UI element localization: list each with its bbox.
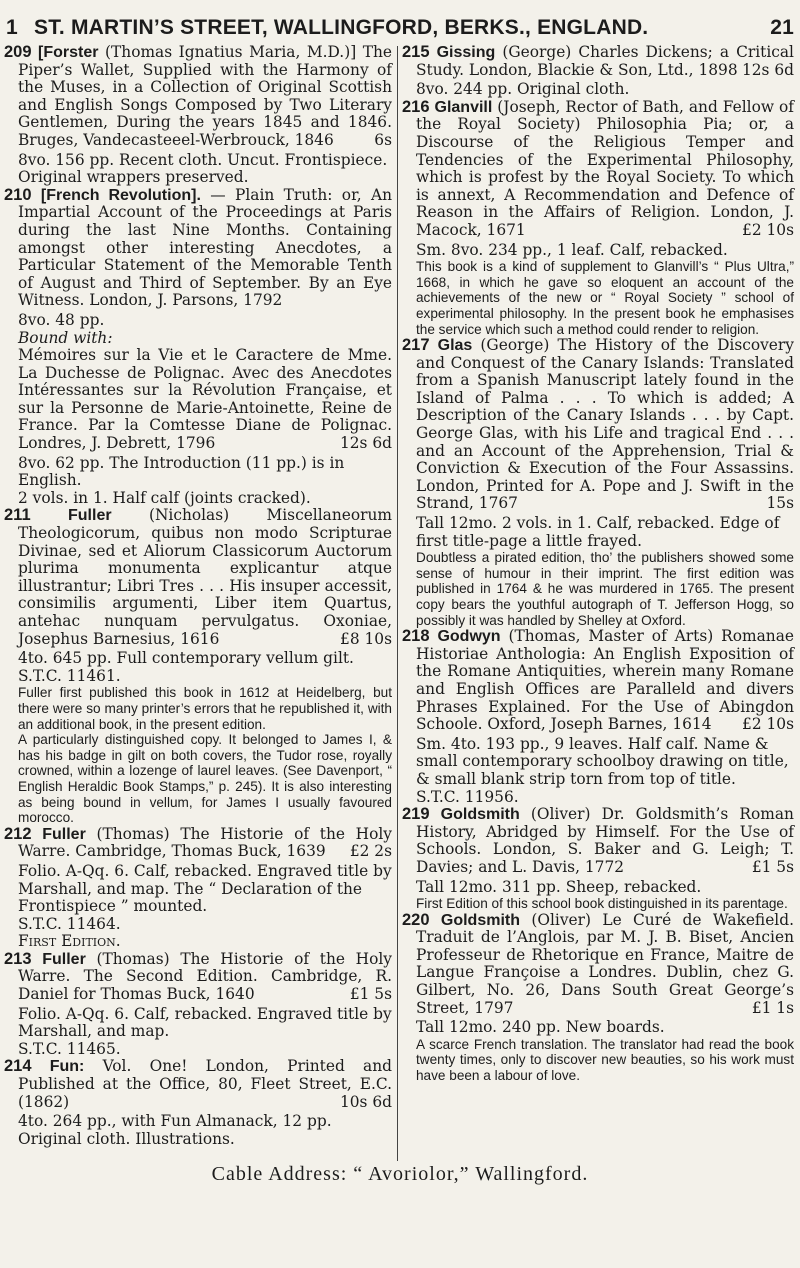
entry-author: Goldsmith — [440, 806, 520, 824]
entry-text: (Thomas, Master of Arts) Romanae Historiae Anthologia: An English Exposition of the Romane Antiquities, wherein many Romane and English Offices are Paralleld and divers Phrases Explained. For the Use of Abingdon Schoole. Oxford, Joseph Barnes, 1614 — [416, 627, 794, 734]
entry-detail: 4to. 264 pp., with Fun Almanack, 12 pp. Original cloth. Illustrations. — [18, 1112, 332, 1148]
entry-author: Fuller — [68, 507, 112, 525]
entry-number: 212 — [4, 824, 32, 843]
page-number-left: 1 — [6, 16, 18, 39]
entry-price: 12s 6d — [741, 60, 794, 79]
catalogue-entry — [402, 628, 794, 806]
catalogue-entry — [4, 826, 392, 951]
entry-price: £8 10s — [340, 629, 392, 648]
entry-author: Godwyn — [437, 628, 501, 646]
entry-author: Goldsmith — [440, 911, 520, 929]
entry-note: Doubtless a pirated edition, tho’ the publishers showed some sense of humour in their imprint. The first edition was published in 1764 & he was murdered in 1765. The present copy bears the youthful autograph of T. Jefferson Hogg, so possibly it was handled by Shelley at Oxford. — [416, 550, 794, 628]
entry-detail: Tall 12mo. 311 pp. Sheep, rebacked. — [416, 877, 702, 896]
entry-stc: S.T.C. 11956. — [416, 787, 519, 806]
cable-address-footer: Cable Address: “ Avoriolor,” Wallingford. — [211, 1163, 589, 1185]
entry-text: (Thomas) The Historie of the Holy Warre. The Second Edition. Cambridge, R. Daniel for Thomas Buck, 1640 — [18, 949, 392, 1004]
entry-price: 12s 6d — [339, 434, 392, 453]
entry-bound-with: Bound with: — [18, 328, 113, 347]
entry-number: 209 — [4, 43, 32, 61]
page-number-right: 21 — [770, 16, 794, 39]
entry-detail: 8vo. 244 pp. Original cloth. — [416, 80, 630, 99]
page-header — [0, 16, 800, 42]
entry-number: 210 — [4, 185, 32, 204]
entry-text: (Joseph, Rector of Bath, and Fellow of the Royal Society) Philosophia Pia; or, a Discourse of the Religious Temper and Tendencies of the Experimental Philosophy, which is profest by the Royal Society. To which is annext, A Recommendation and Defence of Reason in the Affairs of Religion. London, J. Macock, 1671 — [416, 97, 794, 239]
catalogue-entry — [402, 99, 794, 337]
entry-author: Glas — [437, 337, 473, 355]
entry-detail: 4to. 645 pp. Full contemporary vellum gilt. — [18, 649, 354, 668]
entry-text: Vol. One! London, Printed and Published at the Office, 80, Fleet Street, E.C. (1862) — [18, 1057, 392, 1111]
entry-text: (George) The History of the Discovery and Conquest of the Canary Islands: Translated from a Spanish Manuscript lately found in the Island of Palma . . . To which is added; A Description of the Canary Islands . . . by Capt. George Glas, with his Life and tragical End . . . and an Account of the Apprehension, Trial & Conviction & Execution of the Four Assassins. London, Printed for A. Pope and J. Swift in the Strand, 1767 — [416, 336, 794, 513]
entry-author: Fuller — [42, 825, 86, 843]
catalogue-entry — [4, 951, 392, 1059]
entry-price: 10s 6d — [339, 1092, 392, 1111]
entry-number: 216 — [402, 97, 430, 116]
entry-text: (Thomas) The Historie of the Holy Warre. Cambridge, Thomas Buck, 1639 — [18, 824, 392, 861]
entry-note: A scarce French translation. The translator had read the book twenty times, only to discover new beauties, so his work must have been a labour of love. — [416, 1036, 794, 1084]
entry-price: £2 2s — [349, 842, 392, 861]
entry-price: 15s — [766, 494, 794, 513]
entry-text: (Nicholas) Miscellaneorum Theologicorum, quibus non modo Scripturae Divinae, sed et Aliorum Classicorum Auctorum plurima monumenta explicantur atque illustrantur; Libri Tres . . . His insuper accessit, consimilis argumenti, Liber item Quartus, antehac nunquam pervulgatus. Oxoniae, Josephus Barnesius, 1616 — [18, 506, 392, 648]
entry-number: 218 — [402, 627, 430, 646]
catalogue-entry — [4, 507, 392, 825]
entry-detail: 2 vols. in 1. Half calf (joints cracked). — [18, 488, 311, 507]
entry-first-edition: First Edition. — [18, 932, 121, 951]
catalogue-entry — [402, 337, 794, 628]
entry-detail: Tall 12mo. 240 pp. New boards. — [416, 1018, 665, 1037]
entry-detail: Sm. 8vo. 234 pp., 1 leaf. Calf, rebacked. — [416, 240, 728, 259]
catalogue-entry — [4, 187, 392, 508]
entry-stc: S.T.C. 11461. — [18, 666, 121, 685]
entry-author: Glanvill — [434, 98, 493, 116]
entry-detail: Tall 12mo. 2 vols. in 1. Calf, rebacked. Edge of first title-page a little frayed. — [416, 514, 780, 550]
entry-author: Gissing — [436, 44, 496, 61]
entry-number: 213 — [4, 949, 32, 968]
entry-author: Fuller — [42, 950, 86, 968]
entry-text: (Thomas Ignatius Maria, M.D.)] The Piper’s Wallet, Supplied with the Harmony of the Muses, in a Collection of Original Scottish and English Songs Composed by Two Literary Gentlemen, During the years 1845 and 1846. Bruges, Vandecasteeel-Werbrouck, 1846 — [18, 43, 392, 149]
entry-text: (George) Charles Dickens; a Critical Study. London, Blackie & Son, Ltd., 1898 — [416, 43, 794, 79]
entry-price: £1 1s — [751, 998, 794, 1017]
entry-stc: S.T.C. 11464. — [18, 914, 121, 933]
entry-detail: 8vo. 48 pp. — [18, 310, 105, 329]
entry-price: £1 5s — [751, 857, 794, 876]
entry-number: 217 — [402, 336, 430, 355]
entry-author: [French Revolution]. — [40, 186, 201, 204]
catalogue-entry — [4, 44, 392, 187]
entry-price: £2 10s — [742, 220, 794, 239]
entry-detail: Folio. A-Qq. 6. Calf, rebacked. Engraved title by Marshall, and map. — [18, 1004, 392, 1041]
entry-text: Mémoires sur la Vie et le Caractere de Mme. La Duchesse de Polignac. Avec des Anecdotes Intéressantes sur la Révolution Française, et sur la Personne de Marie-Antoinette, Reine de France. Par la Comtesse Diane de Polignac. Londres, J. Debrett, 1796 — [18, 346, 392, 453]
entry-detail: 8vo. 62 pp. The Introduction (11 pp.) is in English. — [18, 453, 345, 490]
entry-note: This book is a kind of supplement to Glanvill’s “ Plus Ultra,” 1668, in which he gave so eloquent an account of the achievements of the new or “ Royal Society ” school of experimental philosophy. In the present book he emphasises the service which such a method could render to religion. — [416, 259, 794, 337]
column-divider — [397, 46, 398, 1161]
entry-text: — Plain Truth: or, An Impartial Account of the Proceedings at Paris during the last Nine Months. Containing amongst other interesting Anecdotes, a Particular Statement of the Memorable Tenth of August and Third of September. By an Eye Witness. London, J. Parsons, 1792 — [18, 185, 392, 310]
entry-note: A particularly distinguished copy. It belonged to James I, & has his badge in gilt on both covers, the Tudor rose, royally crowned, within a lozenge of laurel leaves. (See Davenport, “ English Heraldic Book Stamps,” p. 245). It is also interesting as being bound in vellum, for James I usually favoured morocco. — [18, 732, 392, 826]
entry-number: 219 — [402, 805, 430, 824]
entry-price: £2 10s — [742, 715, 794, 734]
catalogue-entry — [4, 1058, 392, 1148]
entry-text: (Oliver) Dr. Goldsmith’s Roman History, Abridged by Himself. For the Use of Schools. London, S. Baker and G. Leigh; T. Davies; and L. Davis, 1772 — [416, 805, 794, 876]
entry-number: 214 — [4, 1057, 32, 1076]
catalogue-entry — [402, 806, 794, 912]
right-column — [402, 44, 794, 1084]
entry-detail: 8vo. 156 pp. Recent cloth. Uncut. Frontispiece. Original wrappers preserved. — [18, 150, 388, 187]
entry-number: 220 — [402, 910, 430, 929]
entry-number: 215 — [402, 43, 430, 61]
entry-detail: Folio. A-Qq. 6. Calf, rebacked. Engraved title by Marshall, and map. The “ Declaration of the Frontispiece ” mounted. — [18, 861, 392, 916]
entry-author: [Forster — [38, 44, 99, 61]
entry-author: Fun: — [49, 1058, 85, 1076]
header-title: ST. MARTIN’S STREET, WALLINGFORD, BERKS., ENGLAND. — [34, 16, 649, 39]
catalogue-entry — [402, 912, 794, 1084]
entry-note: Fuller first published this book in 1612 at Heidelberg, but there were so many printer’s errors that he republished it, with an additional book, in the present edition. — [18, 685, 392, 732]
entry-price: £1 5s — [349, 985, 392, 1004]
entry-stc: S.T.C. 11465. — [18, 1039, 121, 1058]
entry-note: First Edition of this school book distinguished in its parentage. — [416, 896, 788, 912]
catalogue-entry — [402, 44, 794, 99]
entry-number: 211 — [4, 506, 31, 525]
entry-detail: Sm. 4to. 193 pp., 9 leaves. Half calf. Name & small contemporary schoolboy drawing on title, & small blank strip torn from top of title. — [416, 734, 789, 788]
left-column — [4, 44, 392, 1148]
entry-text: (Oliver) Le Curé de Wakefield. Traduit de l’Anglois, par M. J. B. Biset, Ancien Professeur de Rhetorique en France, Maitre de Langue Françoise a Londres. Dublin, chez G. Gilbert, No. 26, Dans South Great George’s Street, 1797 — [416, 910, 794, 1017]
entry-price: 6s — [374, 130, 392, 149]
